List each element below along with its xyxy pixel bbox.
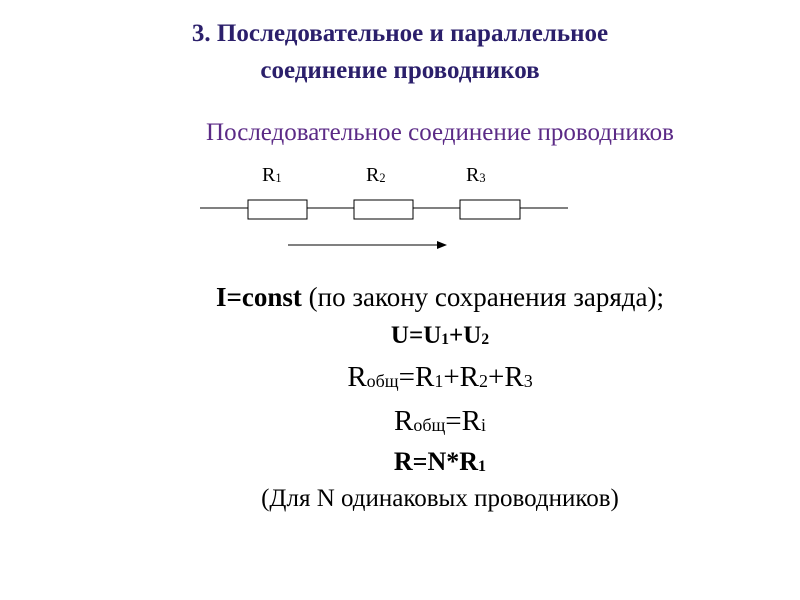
formula-voltage-sum: $U=U_1+U_2$ (390, 322, 490, 349)
formula-resistance-sum: $R_{общ}=R_1+R_2+R_3$ (347, 361, 533, 393)
resistor-label-r3: $R_3$ (466, 164, 486, 186)
resistor-r3 (460, 200, 520, 219)
resistor-label-r2: $R_2$ (366, 164, 386, 186)
section-subtitle: Последовательное соединение проводников (206, 119, 674, 146)
formula-identical-resistors: $R=N*R_1$ (393, 447, 487, 476)
formula-resistance-general: $R_{общ}=R_i$ (393, 405, 486, 437)
arrow-head-icon (437, 241, 447, 249)
slide-title-line-1: 3. Последовательное и параллельное (191, 20, 609, 47)
resistor-label-r1: $R_1$ (262, 164, 282, 186)
formula-note: (Для N одинаковых проводников) (261, 485, 619, 512)
resistor-r2 (354, 200, 413, 219)
resistor-r1 (248, 200, 307, 219)
slide-title-line-2: соединение проводников (260, 57, 540, 84)
formula-current-const: I=const (по закону сохранения заряда); (215, 282, 665, 312)
